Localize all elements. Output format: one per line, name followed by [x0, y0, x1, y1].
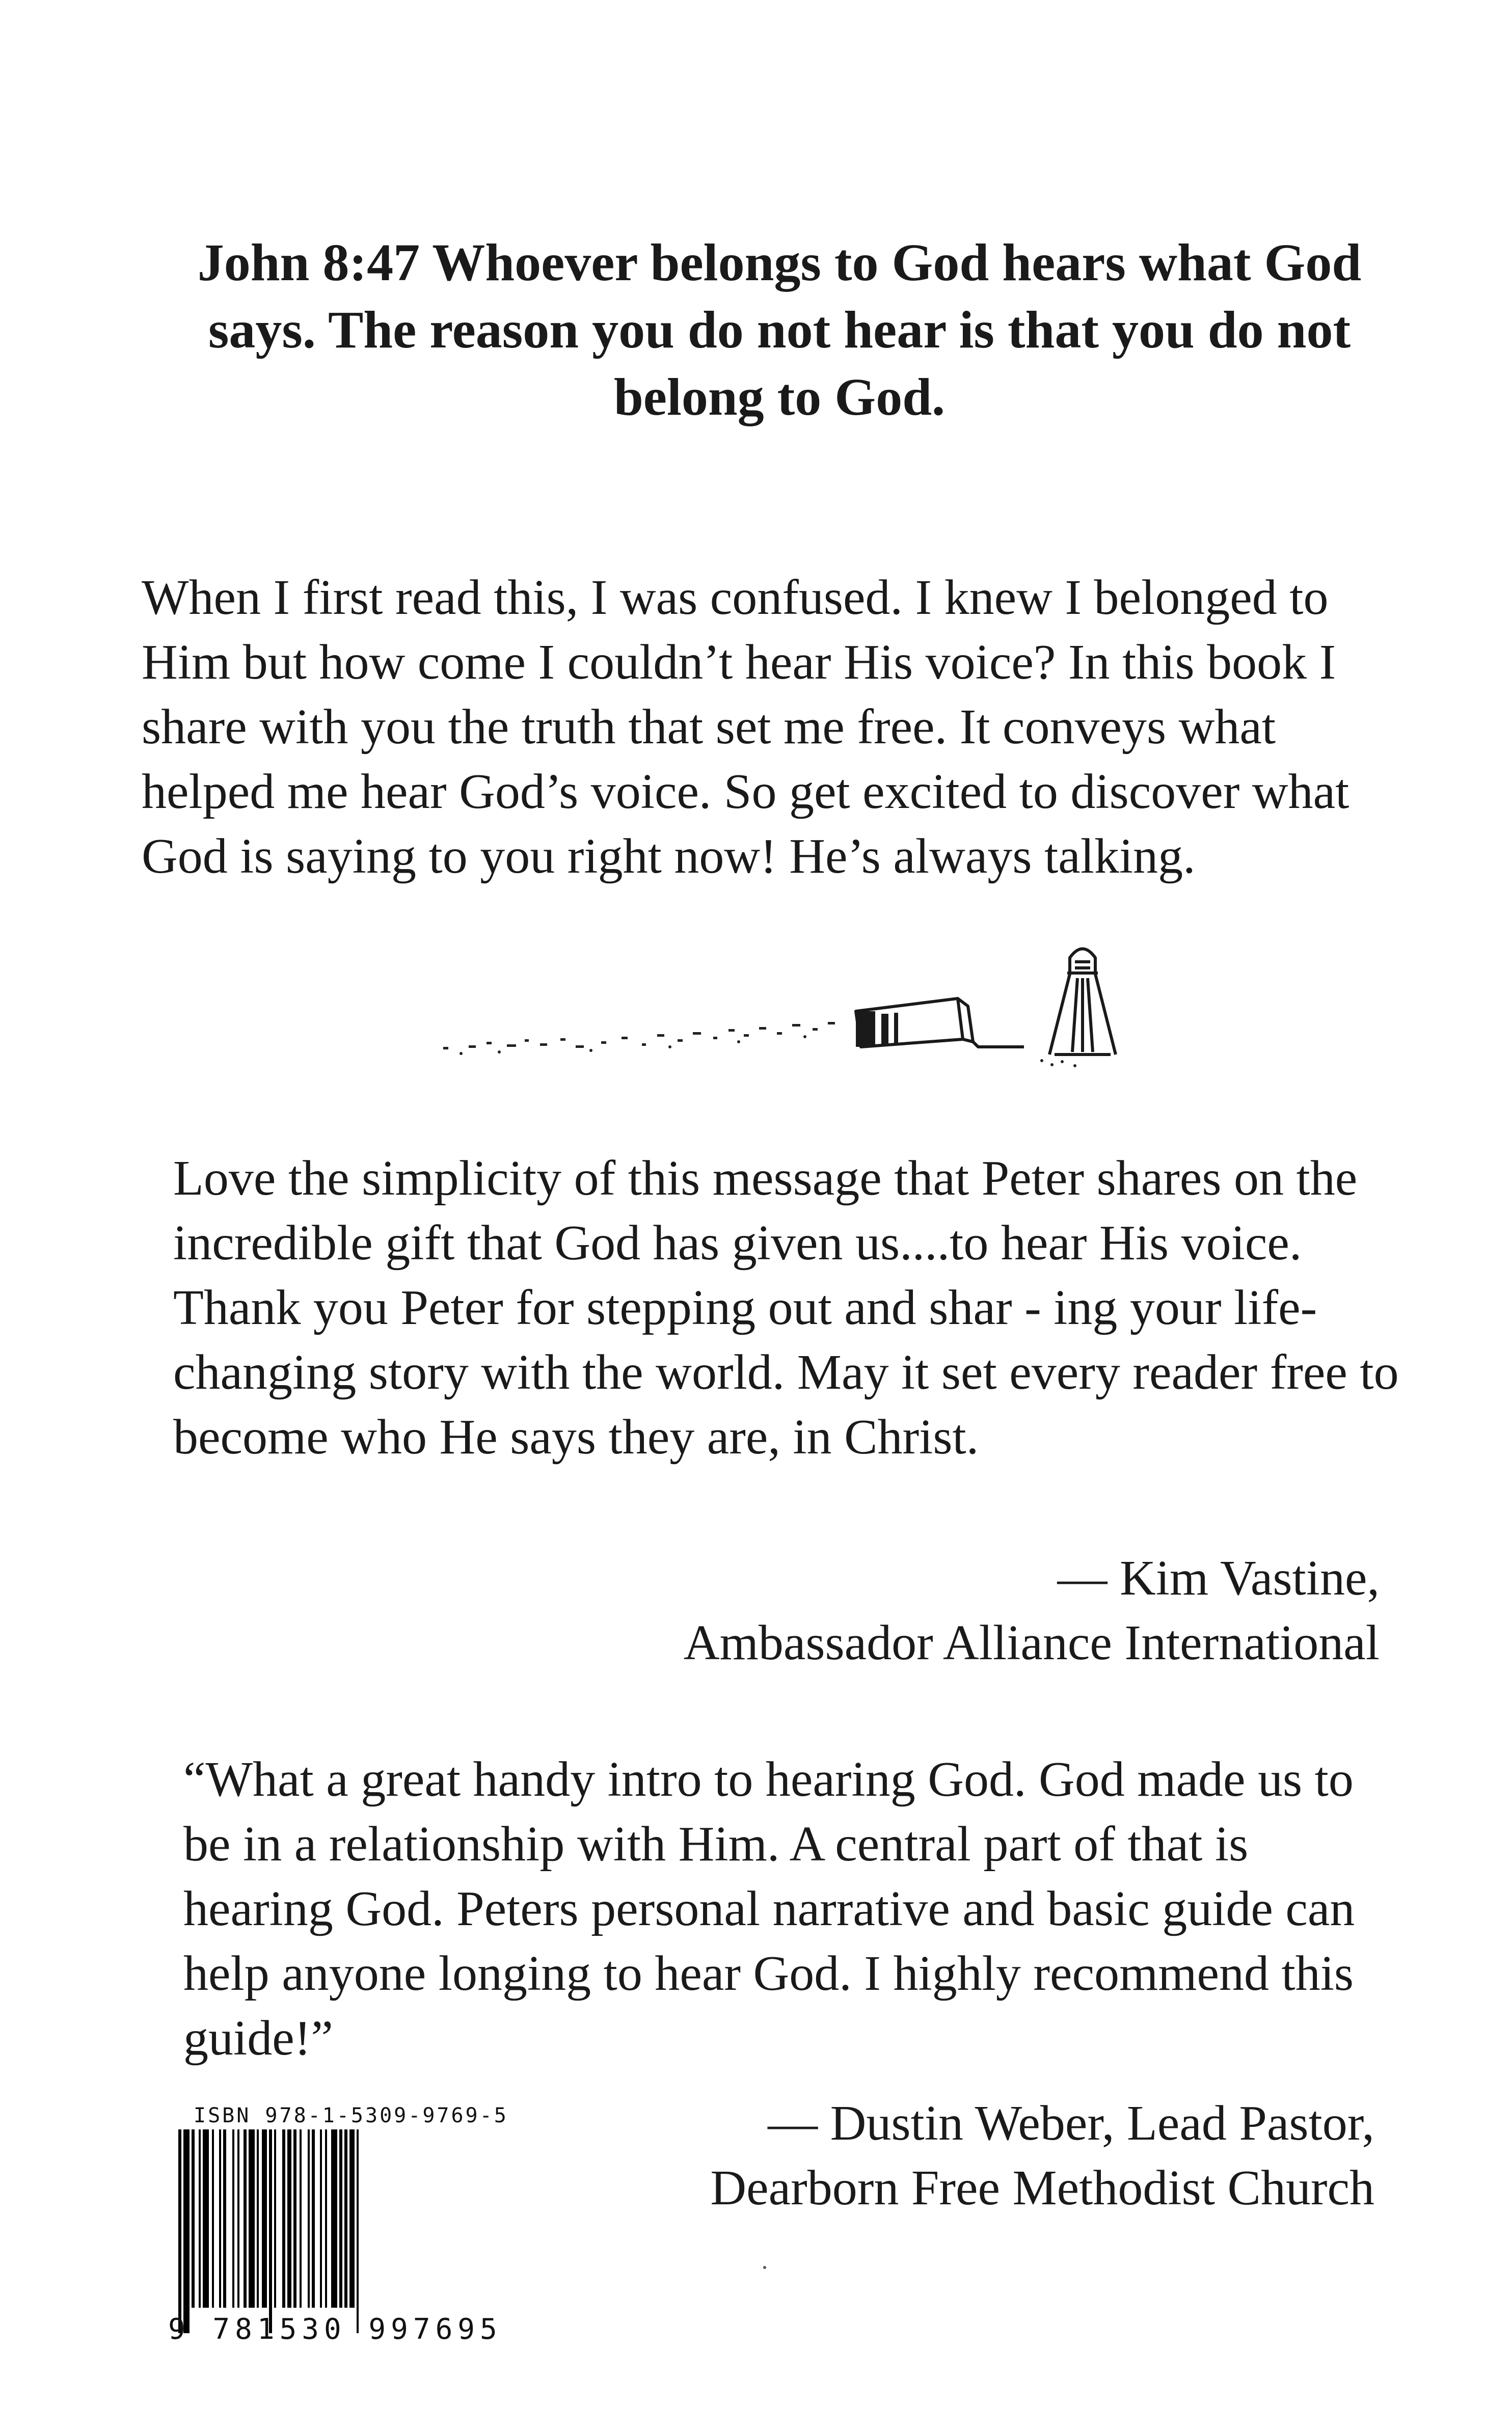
endorsement-text: “What a great handy intro to hearing God. God made us to be in a relationship with Him. A central part of that is hearing God. Peters personal narrative and basic guide can help anyone longing to hear God. I highly recommend this guide!”	[183, 1752, 1355, 2066]
attribution-name: — Kim Vastine,	[1057, 1551, 1380, 1606]
barcode-icon	[168, 2129, 515, 2343]
barcode-digits: 9 781530 997695	[168, 2313, 502, 2346]
isbn-barcode	[168, 2104, 515, 2346]
endorsement-attribution	[463, 1546, 1380, 1676]
attribution-org: Ambassador Alliance International	[683, 1615, 1380, 1670]
attribution-name: — Dustin Weber, Lead Pastor,	[768, 2096, 1374, 2151]
attribution-org: Dearborn Free Methodist Church	[710, 2160, 1374, 2216]
author-blurb: When I first read this, I was confused. I knew I belonged to Him but how come I couldn’t hear His voice? In this book I share with you the truth that set me free. It conveys what helped me hear God’s voice. So get excited to discover what God is saying to you right now! He’s always talking.	[142, 570, 1349, 884]
endorsement-text: Love the simplicity of this message that Peter shares on the incredible gift that God has given us....to hear His voice. Thank you Peter for stepping out and shar - ing your life-changing story with the world. May it set every reader free to become who He says they are, in Christ.	[173, 1151, 1399, 1465]
endorsement-attribution	[508, 2091, 1374, 2221]
broken-salt-shaker-spill-icon	[438, 937, 1172, 1090]
print-speck	[763, 2266, 766, 2269]
scripture-verse: John 8:47 Whoever belongs to God hears what God says. The reason you do not hear is that you do not belong to God.	[197, 233, 1362, 426]
isbn-label: ISBN 978-1-5309-9769-5	[194, 2104, 508, 2127]
